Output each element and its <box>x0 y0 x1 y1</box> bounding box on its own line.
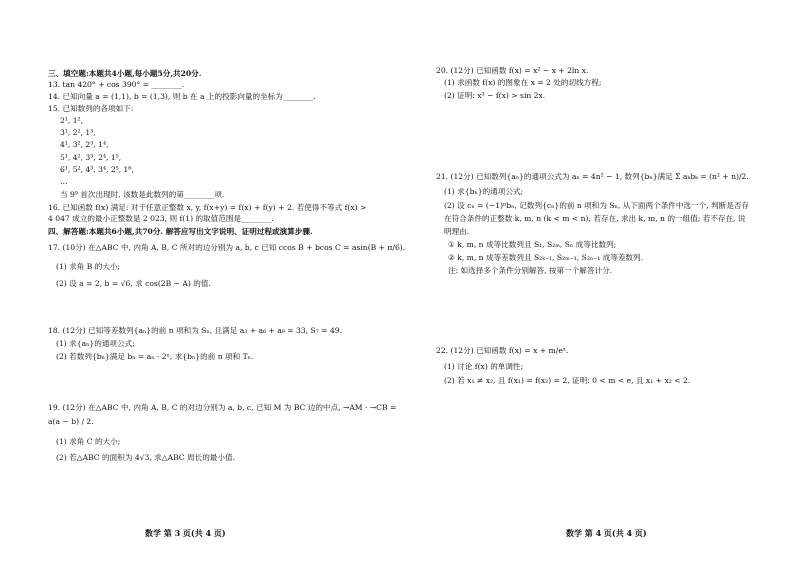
question-22: 22. (12分) 已知函数 f(x) = x + m/eˣ. <box>436 346 569 355</box>
section-solve-header: 四、解答题:本题共6小题,共70分. 解答应写出文字说明、证明过程或演算步骤. <box>48 227 313 236</box>
question-21-condition-1: ① k, m, n 成等比数列且 S₁, S₂ₘ, Sₙ 成等比数列; <box>448 240 617 249</box>
question-17: 17. (10分) 在△ABC 中, 内角 A, B, C 所对的边分别为 a, b, c 已知 ccos B + bcos C = asin(B + π/6). <box>48 243 406 252</box>
question-21-part-2-line-3: 明理由. <box>444 227 470 236</box>
question-19-part-1: (1) 求角 C 的大小; <box>56 437 121 446</box>
question-18-part-2: (2) 若数列{bₙ}满足 bₙ = aₙ · 2ⁿ, 求{bₙ}的前 n 项和 Tₙ. <box>56 352 254 361</box>
question-20-part-1: (1) 求函数 f(x) 的图象在 x = 2 处的切线方程; <box>444 78 602 87</box>
question-13: 13. tan 420° + cos 390° = ________. <box>48 80 185 89</box>
question-17-part-1: (1) 求角 B 的大小; <box>56 262 121 271</box>
question-17-part-2: (2) 设 a = 2, b = √6, 求 cos(2B − A) 的值. <box>56 279 211 288</box>
question-14: 14. 已知向量 a = (1,1), b = (1,3), 则 b 在 a 上的投影向量的坐标为________. <box>48 92 316 101</box>
sequence-row-5: 6¹, 5², 4³, 3⁴, 2⁵, 1⁶, <box>60 165 134 174</box>
sequence-row-2: 3¹, 2², 1³, <box>60 128 96 137</box>
question-19-line-2: a(a − b) / 2. <box>48 417 94 426</box>
question-15-ending: 当 9⁹ 首次出现时, 该数是此数列的第________项. <box>60 190 225 199</box>
page-4-footer: 数学 第 4 页(共 4 页) <box>566 528 647 538</box>
question-22-part-2: (2) 若 x₁ ≠ x₂, 且 f(x₁) = f(x₂) = 2, 证明: 0 < m < e, 且 x₁ + x₂ < 2. <box>444 376 691 385</box>
sequence-row-1: 2¹, 1², <box>60 116 83 125</box>
question-22-part-1: (1) 讨论 f(x) 的单调性; <box>444 362 524 371</box>
question-21-condition-2: ② k, m, n 成等差数列且 S₂ₖ₋₁, S₂ₘ₋₁, S₂ₙ₋₁ 成等差数列. <box>448 253 644 262</box>
question-20-part-2: (2) 证明: x³ − f(x) > sin 2x. <box>444 91 546 100</box>
question-20: 20. (12分) 已知函数 f(x) = x² − x + 2ln x. <box>436 66 589 75</box>
question-21-part-2-line-1: (2) 设 cₙ = (−1)ⁿbₙ, 记数列{cₙ}的前 n 项和为 Sₙ, 从下面两个条件中选一个, 判断是否存 <box>444 201 750 210</box>
question-21-note: 注: 如选择多个条件分别解答, 按第一个解答计分. <box>448 266 613 275</box>
sequence-row-3: 4¹, 3², 2³, 1⁴, <box>60 140 109 149</box>
question-21-part-2-line-2: 在符合条件的正整数 k, m, n (k < m < n), 若存在, 求出 k, m, n 的一组值; 若不存在, 说 <box>444 214 746 223</box>
question-15: 15. 已知数列的各项如下: <box>48 104 134 113</box>
question-19-part-2: (2) 若△ABC 的面积为 4√3, 求△ABC 周长的最小值. <box>56 453 235 462</box>
question-16-line-2: 4 047 成立的最小正整数是 2 023, 则 f(1) 的取值范围是________. <box>48 214 274 223</box>
sequence-row-6: … <box>60 177 68 186</box>
page-3-footer: 数学 第 3 页(共 4 页) <box>145 528 226 538</box>
question-16-line-1: 16. 已知函数 f(x) 满足: 对于任意正整数 x, y, f(x+y) = f(x) + f(y) + 2. 若使得不等式 f(x) > <box>48 203 367 212</box>
sequence-row-4: 5¹, 4², 3³, 2⁴, 1⁵, <box>60 153 122 162</box>
question-21-part-1: (1) 求{bₙ}的通项公式; <box>444 187 524 196</box>
question-18-part-1: (1) 求{aₙ}的通项公式; <box>56 339 135 348</box>
question-19-line-1: 19. (12分) 在△ABC 中, 内角 A, B, C 的对边分别为 a, b, c, 已知 M 为 BC 边的中点, →AM · →CB = <box>48 403 397 412</box>
section-fill-in-header: 三、填空题:本题共4小题,每小题5分,共20分. <box>48 69 202 78</box>
question-21: 21. (12分) 已知数列{aₙ}的通项公式为 aₙ = 4n² − 1, 数列{bₙ}满足 Σ aₖbₖ = (n² + n)/2. <box>436 172 749 181</box>
question-18: 18. (12分) 已知等差数列{aₙ}的前 n 项和为 Sₙ, 且满足 a₃ + a₆ + a₉ = 33, S₇ = 49. <box>48 326 343 335</box>
